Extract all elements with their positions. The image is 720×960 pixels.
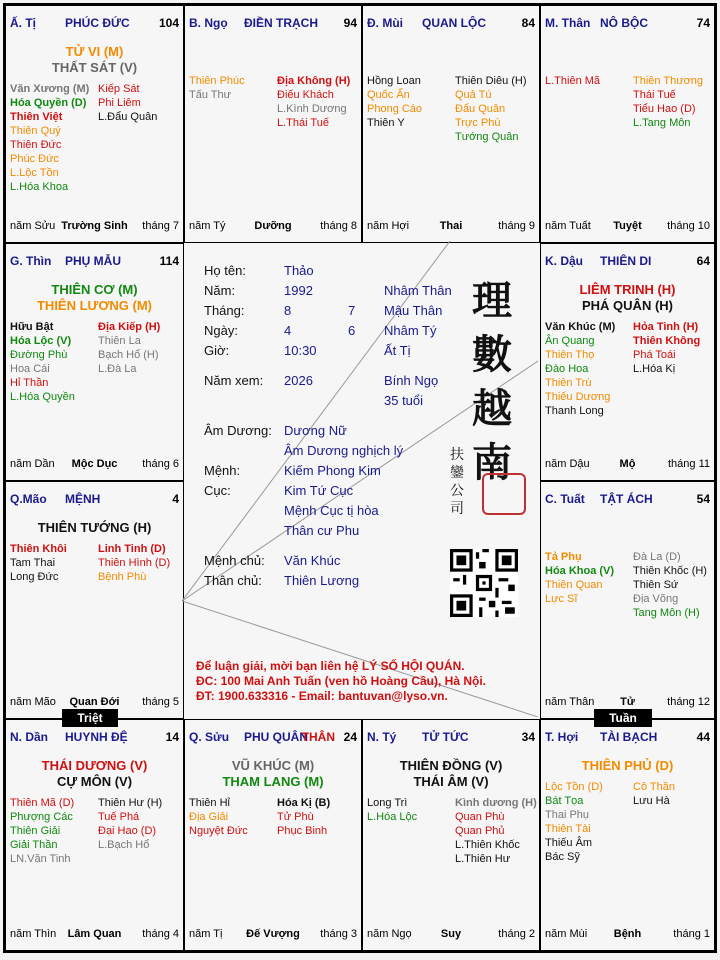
minor-star: Thiên Hình (D)	[98, 557, 171, 569]
minor-stars-left	[10, 82, 89, 194]
logo-char-4: 南	[472, 439, 512, 486]
palace-header	[10, 492, 179, 508]
main-stars	[6, 520, 183, 536]
main-star: THẤT SÁT (V)	[51, 60, 138, 75]
value-cuc: Kim Tứ Cục	[284, 483, 354, 498]
minor-star: Đẩu Quân	[455, 103, 506, 115]
palace-header	[545, 492, 710, 508]
minor-star: L.Hóa Quyền	[10, 391, 75, 403]
palace-header	[545, 730, 710, 746]
palace-tat-ach[interactable]	[540, 481, 715, 719]
footer-year: năm Dậu	[545, 458, 590, 470]
minor-star: Tuế Phá	[98, 811, 140, 823]
value-gio: 10:30	[284, 343, 317, 358]
contact-address: ĐC: 100 Mai Anh Tuấn (ven hồ Hoàng Cầu), Hà Nội.	[196, 674, 487, 688]
footer-stage: Quan Đới	[69, 696, 120, 708]
footer-year: năm Mùi	[545, 928, 588, 940]
minor-star: Linh Tinh (D)	[98, 543, 166, 555]
minor-star: Quan Phủ	[455, 825, 505, 837]
minor-star: Hóa Kị (B)	[277, 797, 331, 809]
label-am-duong: Âm Dương:	[204, 423, 272, 438]
palace-age-number: 54	[696, 492, 710, 506]
label-nam: Năm:	[204, 283, 236, 298]
minor-star: L.Hóa Khoa	[10, 181, 69, 193]
tuan-tag: Tuần	[594, 709, 652, 727]
contact-info	[196, 659, 486, 704]
minor-star: Thái Tuế	[633, 89, 676, 101]
minor-star: Thiên Giải	[10, 825, 61, 837]
minor-star: Địa Kiếp (H)	[98, 321, 161, 333]
minor-stars-right	[633, 550, 707, 620]
minor-star: Địa Giải	[189, 811, 229, 823]
footer-month: tháng 9	[498, 220, 535, 232]
palace-name: PHÚC ĐỨC	[65, 16, 130, 30]
palace-footer	[367, 928, 535, 942]
minor-stars-right	[98, 796, 162, 852]
minor-star: Phá Toái	[633, 349, 676, 361]
palace-header	[545, 254, 710, 270]
minor-stars-right	[633, 780, 675, 808]
minor-star: Phong Cáo	[367, 103, 423, 115]
palace-can-chi: M. Thân	[545, 16, 591, 30]
minor-star: L.Lộc Tồn	[10, 167, 59, 179]
minor-star: Phi Liêm	[98, 97, 141, 109]
value-ho-ten: Thảo	[284, 263, 314, 278]
minor-star: Thiên Không	[633, 335, 701, 347]
minor-star: Thiên Quý	[10, 125, 61, 137]
minor-stars-left	[367, 74, 422, 130]
value-ngay: 4	[284, 323, 292, 338]
palace-tai-bach[interactable]	[540, 719, 715, 951]
minor-star: Thiên Y	[367, 117, 405, 129]
main-star: THAM LANG (M)	[222, 774, 324, 789]
minor-star: Giải Thần	[10, 839, 58, 851]
minor-star: L.Thái Tuế	[277, 117, 329, 129]
palace-can-chi: K. Dậu	[545, 254, 584, 268]
value-gio-can-chi: Ất Tị	[384, 343, 411, 358]
main-stars	[6, 282, 183, 314]
footer-stage: Suy	[440, 928, 462, 940]
minor-star: L.Đẩu Quân	[98, 111, 158, 123]
palace-header	[189, 730, 357, 746]
minor-star: Cô Thần	[633, 781, 675, 793]
palace-tu-tuc[interactable]	[362, 719, 540, 951]
minor-star: Quốc Ấn	[367, 89, 410, 101]
minor-star: Văn Xương (M)	[10, 83, 90, 95]
minor-star: Thiên Hỉ	[189, 797, 230, 809]
minor-star: Thiên Hư (H)	[98, 797, 163, 809]
value-nam-xem-can-chi: Bính Ngọ	[384, 373, 439, 388]
minor-stars-left	[10, 542, 67, 584]
footer-stage: Thai	[439, 220, 463, 232]
minor-star: Lưu Hà	[633, 795, 670, 807]
footer-month: tháng 7	[142, 220, 179, 232]
minor-star: Phúc Đức	[10, 153, 59, 165]
palace-phu-mau[interactable]	[5, 243, 184, 481]
minor-stars-right	[277, 74, 350, 130]
minor-stars-left	[545, 74, 600, 88]
footer-year: năm Ngọ	[367, 928, 412, 940]
minor-star: L.Bạch Hổ	[98, 839, 150, 851]
minor-stars-left	[10, 320, 75, 404]
palace-quan-loc[interactable]	[362, 5, 540, 243]
palace-header	[10, 730, 179, 746]
value-ngay-can-chi: Nhâm Tý	[384, 323, 437, 338]
main-stars	[6, 758, 183, 790]
minor-star: Thanh Long	[545, 405, 604, 417]
minor-stars-left	[189, 796, 248, 838]
palace-can-chi: Q. Sửu	[189, 730, 230, 744]
palace-menh[interactable]	[5, 481, 184, 719]
minor-star: Hỉ Thần	[10, 377, 49, 389]
footer-month: tháng 5	[142, 696, 179, 708]
label-cuc: Cục:	[204, 483, 231, 498]
minor-star: Thiên Việt	[10, 111, 63, 123]
value-menh: Kiếm Phong Kim	[284, 463, 381, 478]
palace-name: NÔ BỘC	[600, 16, 648, 30]
seal-stamp	[482, 473, 526, 515]
main-star: TỬ VI (M)	[65, 44, 124, 59]
palace-header	[10, 254, 179, 270]
minor-star: Thai Phụ	[545, 809, 590, 821]
value-am-duong-ly: Âm Dương nghịch lý	[284, 443, 404, 458]
palace-header	[367, 16, 535, 32]
minor-star: Điếu Khách	[277, 89, 334, 101]
minor-star: Tử Phù	[277, 811, 314, 823]
logo-char-2: 數	[472, 331, 512, 378]
main-star: THIÊN TƯỚNG (H)	[37, 520, 152, 535]
minor-star: Tiểu Hao (D)	[633, 103, 696, 115]
palace-age-number: 94	[343, 16, 357, 30]
main-star: THIÊN CƠ (M)	[51, 282, 138, 297]
main-star: THIÊN LƯƠNG (M)	[36, 298, 153, 313]
minor-star: Thiên Thương	[633, 75, 704, 87]
palace-name: MỆNH	[65, 492, 101, 506]
main-star: PHÁ QUÂN (H)	[582, 298, 673, 313]
minor-star: Tả Phụ	[545, 551, 582, 563]
minor-star: L.Đà La	[98, 363, 137, 375]
minor-star: Văn Khúc (M)	[545, 321, 616, 333]
palace-footer	[10, 696, 179, 710]
minor-star: Thiên Sứ	[633, 579, 679, 591]
minor-star: Bát Tọa	[545, 795, 584, 807]
minor-stars-right	[277, 796, 330, 838]
footer-stage: Tuyệt	[613, 220, 642, 232]
palace-age-number: 64	[696, 254, 710, 268]
palace-footer	[545, 220, 710, 234]
minor-stars-left	[545, 780, 603, 864]
than-badge: THÂN	[301, 730, 335, 744]
minor-star: L.Tang Môn	[633, 117, 691, 129]
palace-name: TỬ TỨC	[422, 730, 469, 744]
label-gio: Giờ:	[204, 343, 230, 358]
footer-stage: Mộ	[619, 458, 636, 470]
minor-star: Bác Sỹ	[545, 851, 580, 863]
palace-footer	[367, 220, 535, 234]
minor-star: Thiên Quan	[545, 579, 603, 591]
palace-name: TÀI BẠCH	[600, 730, 658, 744]
minor-star: Tấu Thư	[189, 89, 232, 101]
palace-name: THIÊN DI	[600, 254, 652, 268]
palace-footer	[545, 696, 710, 710]
palace-age-number: 24	[343, 730, 357, 744]
footer-stage: Bệnh	[613, 928, 642, 940]
minor-star: L.Hóa Kị	[633, 363, 676, 375]
palace-name: TẬT ÁCH	[600, 492, 653, 506]
value-than-chu: Thiên Lương	[284, 573, 360, 588]
label-thang: Tháng:	[204, 303, 245, 318]
palace-header	[367, 730, 535, 746]
palace-can-chi: N. Dần	[10, 730, 49, 744]
palace-can-chi: N. Tý	[367, 730, 397, 744]
palace-age-number: 4	[172, 492, 179, 506]
main-star: VŨ KHÚC (M)	[231, 758, 315, 773]
footer-year: năm Hợi	[367, 220, 410, 232]
value-thang-can-chi: Mậu Thân	[384, 303, 443, 318]
value-thang-am: 7	[348, 303, 356, 318]
minor-star: Kình dương (H)	[455, 797, 537, 809]
minor-star: Thiên Tài	[545, 823, 591, 835]
main-stars	[541, 282, 714, 314]
palace-can-chi: G. Thìn	[10, 254, 52, 268]
minor-star: Thiên Phúc	[189, 75, 245, 87]
palace-footer	[189, 220, 357, 234]
minor-star: Hóa Quyền (D)	[10, 97, 87, 109]
footer-month: tháng 4	[142, 928, 179, 940]
palace-name: PHỤ MẪU	[65, 254, 121, 268]
label-nam-xem: Năm xem:	[204, 373, 264, 388]
palace-can-chi: Q.Mão	[10, 492, 47, 506]
minor-stars-right	[633, 320, 700, 376]
palace-footer	[545, 928, 710, 942]
footer-month: tháng 2	[498, 928, 535, 940]
minor-star: Thiên Thọ	[545, 349, 595, 361]
minor-stars-right	[455, 74, 527, 144]
label-than-chu: Thân chủ:	[204, 573, 262, 588]
main-star: THIÊN ĐỒNG (V)	[399, 758, 503, 773]
minor-stars-right	[98, 82, 157, 124]
main-star: CỰ MÔN (V)	[56, 774, 133, 789]
palace-can-chi: B. Ngọ	[189, 16, 228, 30]
palace-can-chi: C. Tuất	[545, 492, 585, 506]
palace-age-number: 44	[696, 730, 710, 744]
palace-thien-di[interactable]	[540, 243, 715, 481]
minor-star: L.Thiên Hư	[455, 853, 511, 865]
minor-star: Đường Phù	[10, 349, 68, 361]
footer-year: năm Sửu	[10, 220, 56, 232]
footer-stage: Lâm Quan	[67, 928, 122, 940]
footer-stage: Mộc Dục	[71, 458, 118, 470]
minor-stars-left	[545, 320, 615, 418]
minor-star: Quả Tú	[455, 89, 492, 101]
minor-star: Thiên Mã (D)	[10, 797, 75, 809]
palace-can-chi: Ấ. Tị	[10, 16, 36, 30]
minor-star: Thiếu Dương	[545, 391, 611, 403]
footer-stage: Trường Sinh	[61, 220, 128, 232]
footer-year: năm Dần	[10, 458, 55, 470]
palace-age-number: 84	[521, 16, 535, 30]
footer-stage: Dưỡng	[254, 220, 292, 232]
minor-star: Nguyệt Đức	[189, 825, 248, 837]
footer-year: năm Tị	[189, 928, 223, 940]
minor-stars-right	[98, 320, 160, 376]
palace-dien-trach[interactable]	[184, 5, 362, 243]
palace-footer	[10, 928, 179, 942]
footer-month: tháng 12	[667, 696, 710, 708]
main-star: THIÊN PHỦ (D)	[581, 758, 674, 773]
palace-phuc-duc[interactable]	[5, 5, 184, 243]
footer-stage: Đế Vượng	[246, 928, 300, 940]
minor-star: Đào Hoa	[545, 363, 589, 375]
footer-year: năm Thân	[545, 696, 595, 708]
minor-star: Quan Phù	[455, 811, 505, 823]
palace-footer	[545, 458, 710, 472]
palace-age-number: 114	[159, 254, 179, 268]
footer-year: năm Tý	[189, 220, 226, 232]
palace-footer	[189, 928, 357, 942]
value-ngay-am: 6	[348, 323, 356, 338]
palace-age-number: 34	[521, 730, 535, 744]
main-stars	[363, 758, 539, 790]
minor-star: Hữu Bật	[10, 321, 54, 333]
label-menh-chu: Mệnh chủ:	[204, 553, 265, 568]
main-star: LIÊM TRINH (H)	[579, 282, 676, 297]
minor-stars-right	[455, 796, 537, 866]
minor-star: Trực Phù	[455, 117, 501, 129]
palace-can-chi: T. Hợi	[545, 730, 579, 744]
logo-side-text: 扶 鑾 公 司	[450, 447, 464, 517]
value-nam-can-chi: Nhâm Thân	[384, 283, 452, 298]
minor-star: Thiên Diêu (H)	[455, 75, 527, 87]
palace-name: QUAN LỘC	[422, 16, 486, 30]
footer-month: tháng 1	[673, 928, 710, 940]
value-am-duong: Dương Nữ	[284, 423, 347, 438]
minor-star: Thiên Khôi	[10, 543, 67, 555]
value-menh-chu: Văn Khúc	[284, 553, 341, 568]
logo-char-1: 理	[472, 277, 512, 324]
minor-star: Bệnh Phù	[98, 571, 147, 583]
minor-star: Tướng Quân	[455, 131, 519, 143]
value-tuoi: 35 tuổi	[384, 393, 424, 408]
minor-star: Lực Sĩ	[545, 593, 578, 605]
minor-star: L.Thiên Khốc	[455, 839, 520, 851]
value-than-cu: Thân cư Phu	[284, 523, 360, 538]
minor-star: Thiên Trù	[545, 377, 592, 389]
main-stars	[6, 44, 183, 76]
minor-star: Phục Binh	[277, 825, 328, 837]
minor-star: Ân Quang	[545, 335, 595, 347]
minor-star: L.Thiên Mã	[545, 75, 601, 87]
minor-stars-left	[367, 796, 417, 824]
minor-star: Tam Thai	[10, 557, 56, 569]
palace-header	[10, 16, 179, 32]
footer-year: năm Tuất	[545, 220, 591, 232]
minor-stars-left	[545, 550, 614, 606]
minor-star: Long Trì	[367, 797, 408, 809]
main-stars	[541, 758, 714, 774]
footer-month: tháng 10	[667, 220, 710, 232]
footer-stage: Tử	[620, 696, 635, 708]
value-nam-xem: 2026	[284, 373, 313, 388]
minor-star: Phượng Các	[10, 811, 73, 823]
main-star: THÁI ÂM (V)	[413, 774, 489, 789]
minor-star: Thiên La	[98, 335, 141, 347]
minor-stars-left	[189, 74, 245, 102]
minor-star: Bạch Hổ (H)	[98, 349, 159, 361]
minor-star: L.Kình Dương	[277, 103, 347, 115]
label-ngay: Ngày:	[204, 323, 238, 338]
palace-phu-quan[interactable]	[184, 719, 362, 951]
palace-age-number: 14	[165, 730, 179, 744]
minor-star: Địa Không (H)	[277, 75, 351, 87]
value-thang: 8	[284, 303, 292, 318]
palace-can-chi: Đ. Mùi	[367, 16, 403, 30]
minor-star: Long Đức	[10, 571, 59, 583]
minor-star: Lộc Tồn (D)	[545, 781, 603, 793]
minor-stars-left	[10, 796, 74, 866]
qr-code-icon[interactable]	[450, 549, 518, 617]
minor-stars-right	[98, 542, 170, 584]
label-ho-ten: Họ tên:	[204, 263, 246, 278]
footer-year: năm Thìn	[10, 928, 57, 940]
minor-star: Thiên Khốc (H)	[633, 565, 707, 577]
minor-star: Địa Võng	[633, 593, 679, 605]
footer-month: tháng 11	[667, 458, 710, 470]
logo-char-3: 越	[472, 385, 512, 432]
minor-star: Hỏa Tinh (H)	[633, 321, 699, 333]
palace-age-number: 104	[158, 16, 179, 30]
footer-month: tháng 6	[142, 458, 179, 470]
minor-star: Hồng Loan	[367, 75, 421, 87]
label-menh: Mệnh:	[204, 463, 241, 478]
minor-star: Đại Hao (D)	[98, 825, 157, 837]
minor-stars-right	[633, 74, 703, 130]
minor-star: Tang Môn (H)	[633, 607, 700, 619]
minor-star: Thiên Đức	[10, 139, 62, 151]
minor-star: Hoa Cái	[10, 363, 50, 375]
palace-header	[189, 16, 357, 32]
value-nam: 1992	[284, 283, 313, 298]
footer-year: năm Mão	[10, 696, 56, 708]
palace-footer	[10, 220, 179, 234]
contact-line-1: Để luận giải, mời bạn liên hệ LÝ SỐ HỘI QUÁN.	[196, 659, 465, 673]
palace-name: PHU QUÂN	[244, 730, 309, 744]
minor-star: L.Hóa Lộc	[367, 811, 418, 823]
footer-month: tháng 8	[320, 220, 357, 232]
value-cuc-hoa: Mệnh Cục tị hòa	[284, 503, 379, 518]
palace-age-number: 74	[696, 16, 710, 30]
center-info-panel	[182, 241, 538, 717]
minor-star: Hóa Lộc (V)	[10, 335, 72, 347]
triet-tag: Triệt	[62, 709, 118, 727]
palace-no-boc[interactable]	[540, 5, 715, 243]
main-star: THÁI DƯƠNG (V)	[41, 758, 148, 773]
palace-header	[545, 16, 710, 32]
palace-footer	[10, 458, 179, 472]
palace-name: ĐIỀN TRẠCH	[244, 16, 318, 30]
footer-month: tháng 3	[320, 928, 357, 940]
contact-phone-email[interactable]: ĐT: 1900.633316 - Email: bantuvan@lyso.vn.	[196, 689, 448, 703]
minor-star: Đà La (D)	[633, 551, 681, 563]
palace-name: HUYNH ĐỆ	[65, 730, 128, 744]
palace-huynh-de[interactable]	[5, 719, 184, 951]
minor-star: Hóa Khoa (V)	[545, 565, 615, 577]
minor-star: Thiếu Âm	[545, 837, 593, 849]
minor-star: Kiếp Sát	[98, 83, 140, 95]
main-stars	[185, 758, 361, 790]
minor-star: LN.Văn Tinh	[10, 853, 71, 865]
